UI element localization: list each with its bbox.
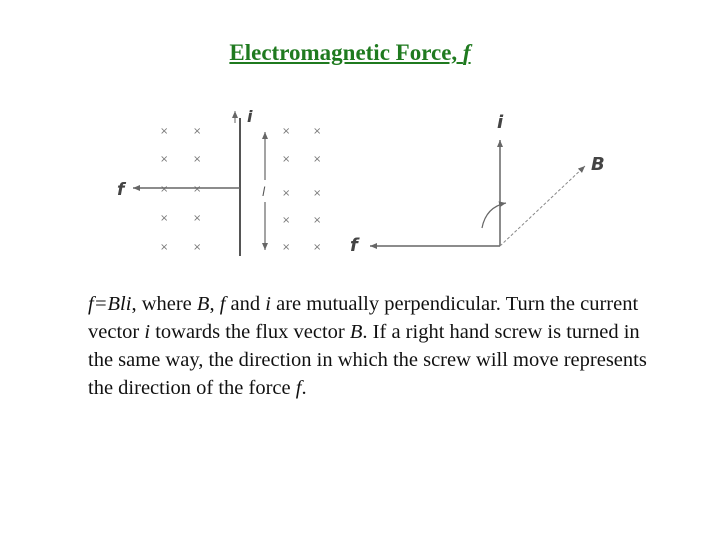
text-run: , where	[131, 293, 197, 315]
field-cross: ×	[193, 242, 202, 253]
symbol-b: B	[349, 321, 363, 343]
text-run: . If a right hand screw is turned in the same way, the direction in which the screw will move represents the direction of the force	[88, 321, 647, 399]
title-text: Electromagnetic Force,	[229, 40, 463, 65]
field-cross: ×	[313, 242, 322, 253]
field-cross: ×	[160, 184, 169, 195]
field-cross: ×	[282, 215, 291, 226]
field-cross: ×	[313, 215, 322, 226]
flux-label-right: B	[591, 154, 605, 175]
field-cross: ×	[282, 154, 291, 165]
field-cross: ×	[160, 126, 169, 137]
force-label-left: f	[117, 180, 125, 200]
field-cross: ×	[313, 154, 322, 165]
symbol-i: i	[265, 293, 271, 315]
field-cross: ×	[160, 242, 169, 253]
field-cross: ×	[313, 188, 322, 199]
title-variable: f	[462, 40, 471, 65]
explanation-paragraph	[88, 290, 648, 402]
text-run: and	[225, 293, 266, 315]
length-label: l	[262, 185, 266, 199]
field-cross: ×	[193, 126, 202, 137]
text-run: are mutually perpendicular. Turn the current vector	[88, 293, 639, 343]
text-run: .	[301, 377, 307, 399]
field-cross: ×	[193, 184, 202, 195]
formula-text: f=Bli	[88, 293, 132, 315]
symbol-f: f	[219, 293, 226, 315]
flux-vector	[500, 166, 585, 246]
text-run: ,	[209, 293, 220, 315]
symbol-b: B	[196, 293, 210, 315]
rotation-arc	[482, 203, 506, 228]
field-cross: ×	[160, 213, 169, 224]
field-cross: ×	[282, 188, 291, 199]
field-cross: ×	[282, 242, 291, 253]
symbol-f: f	[295, 377, 302, 399]
symbol-i: i	[144, 321, 151, 343]
field-cross: ×	[160, 154, 169, 165]
left-panel	[117, 107, 321, 256]
current-label-right: i	[497, 112, 504, 133]
field-cross: ×	[313, 126, 322, 137]
force-label-right: f	[350, 235, 358, 256]
field-cross: ×	[282, 126, 291, 137]
field-cross: ×	[193, 213, 202, 224]
current-label-left: i	[247, 107, 253, 126]
text-run: towards the flux vector	[150, 321, 350, 343]
field-cross: ×	[193, 154, 202, 165]
right-panel	[350, 112, 605, 256]
